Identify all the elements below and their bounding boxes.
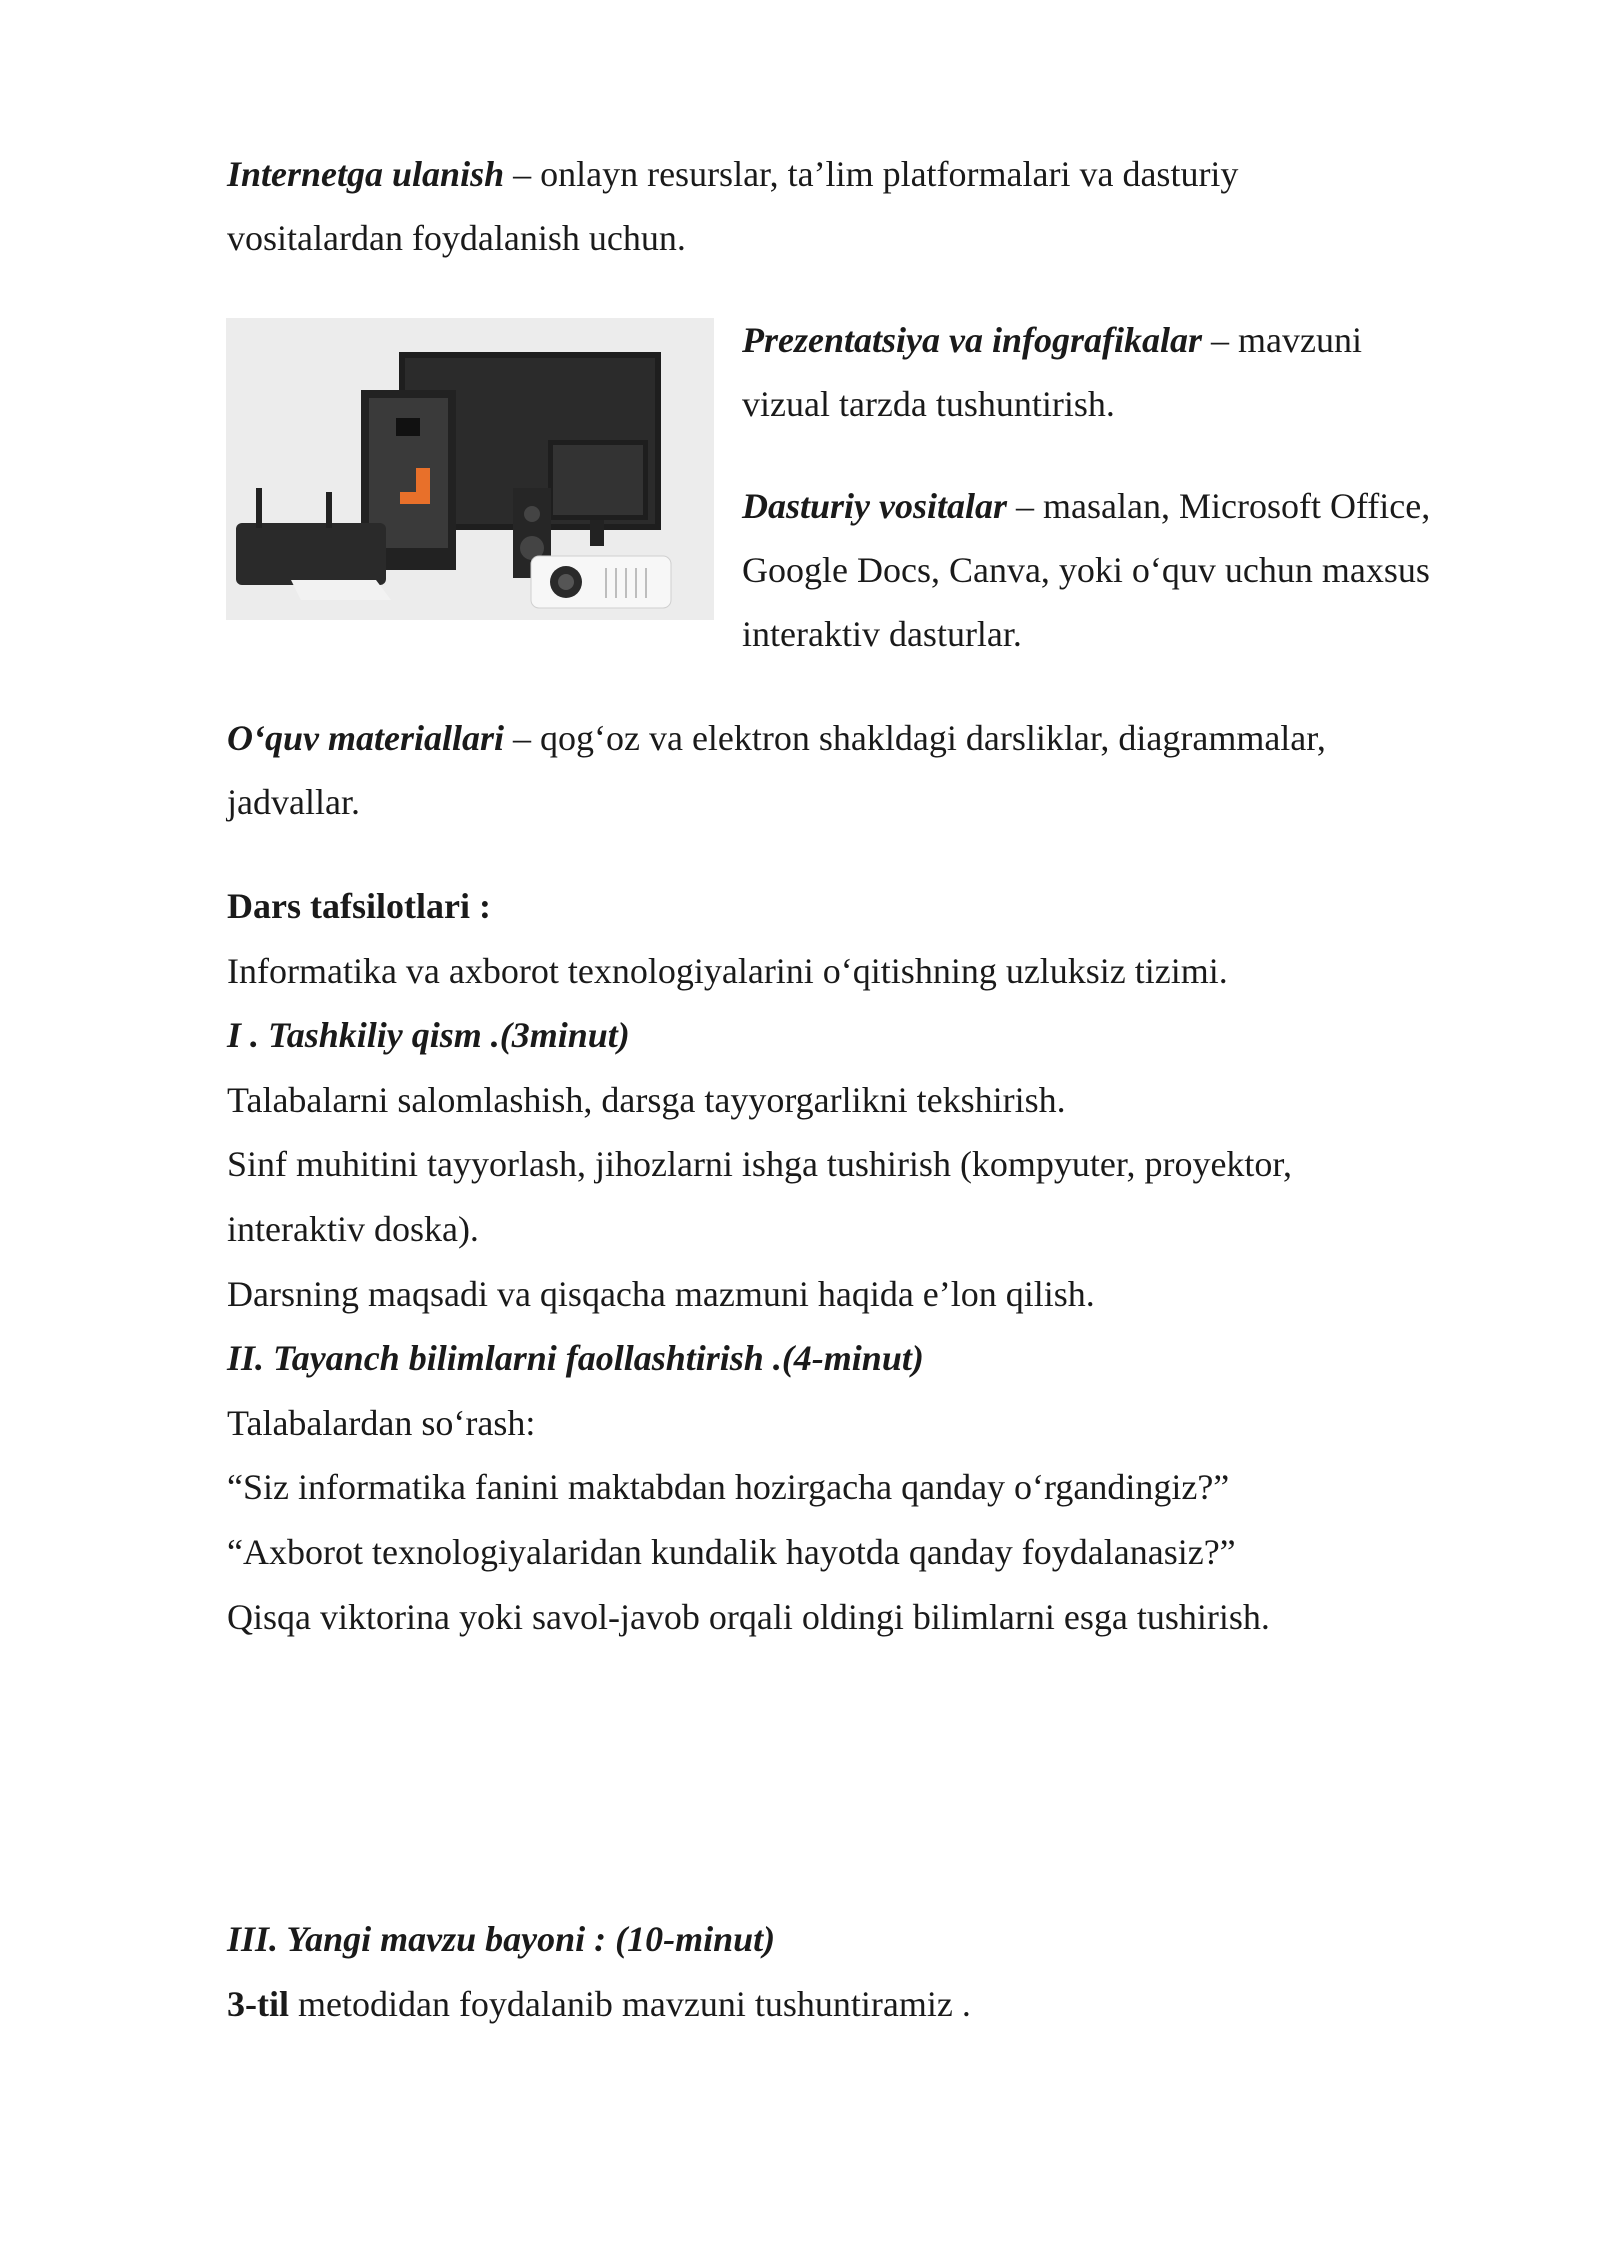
paragraph-text: – onlayn resurslar, ta’lim platformalari va dasturiy: [504, 154, 1239, 194]
part3-heading: III. Yangi mavzu bayoni : (10-minut): [227, 1919, 776, 1959]
part1-heading: I . Tashkiliy qism .(3minut): [227, 1015, 630, 1055]
part1-line: Talabalarni salomlashish, darsga tayyorgarlikni tekshirish.: [227, 1080, 1066, 1120]
method-name: 3-til: [227, 1984, 289, 2024]
paragraph-text: metodidan foydalanib mavzuni tushuntiramiz .: [288, 1984, 971, 2024]
term-internet: Internetga ulanish: [227, 154, 505, 194]
paragraph-materials-line2: jadvallar.: [227, 782, 360, 822]
part2-line: Qisqa viktorina yoki savol-javob orqali oldingi bilimlarni esga tushirish.: [227, 1597, 1270, 1637]
part2-question: “Axborot texnologiyalaridan kundalik hayotda qanday foydalanasiz?”: [227, 1532, 1236, 1572]
section-heading: Dars tafsilotlari :: [227, 886, 491, 926]
part1-line: interaktiv doska).: [227, 1209, 479, 1249]
term-presentation: Prezentatsiya va infografikalar: [742, 320, 1202, 360]
paragraph-materials: [227, 716, 1326, 760]
paragraph-text: – mavzuni: [1201, 320, 1362, 360]
office-equipment-illustration: [226, 318, 714, 620]
paragraph-text: – masalan, Microsoft Office,: [1007, 486, 1431, 526]
paragraph-internet-line2: vositalardan foydalanish uchun.: [227, 218, 686, 258]
part1-line: Darsning maqsadi va qisqacha mazmuni haqida e’lon qilish.: [227, 1274, 1095, 1314]
part2-line: Talabalardan so‘rash:: [227, 1403, 536, 1443]
paragraph-software-line2: Google Docs, Canva, yoki o‘quv uchun maxsus: [742, 550, 1430, 590]
paragraph-text: – qog‘oz va elektron shakldagi darsliklar, diagrammalar,: [504, 718, 1326, 758]
lesson-topic: Informatika va axborot texnologiyalarini o‘qitishning uzluksiz tizimi.: [227, 951, 1228, 991]
part3-line: [227, 1982, 971, 2026]
paragraph-internet: [227, 152, 1238, 196]
term-materials: O‘quv materiallari: [227, 718, 504, 758]
term-software: Dasturiy vositalar: [742, 486, 1008, 526]
paragraph-software: [742, 484, 1430, 528]
part1-line: Sinf muhitini tayyorlash, jihozlarni ishga tushirish (kompyuter, proyektor,: [227, 1144, 1292, 1184]
paragraph-software-line3: interaktiv dasturlar.: [742, 614, 1022, 654]
part2-heading: II. Tayanch bilimlarni faollashtirish .(4-minut): [227, 1338, 924, 1378]
paragraph-presentation-line2: vizual tarzda tushuntirish.: [742, 384, 1115, 424]
paragraph-presentation: [742, 318, 1362, 362]
part2-question: “Siz informatika fanini maktabdan hozirgacha qanday o‘rgandingiz?”: [227, 1467, 1230, 1507]
